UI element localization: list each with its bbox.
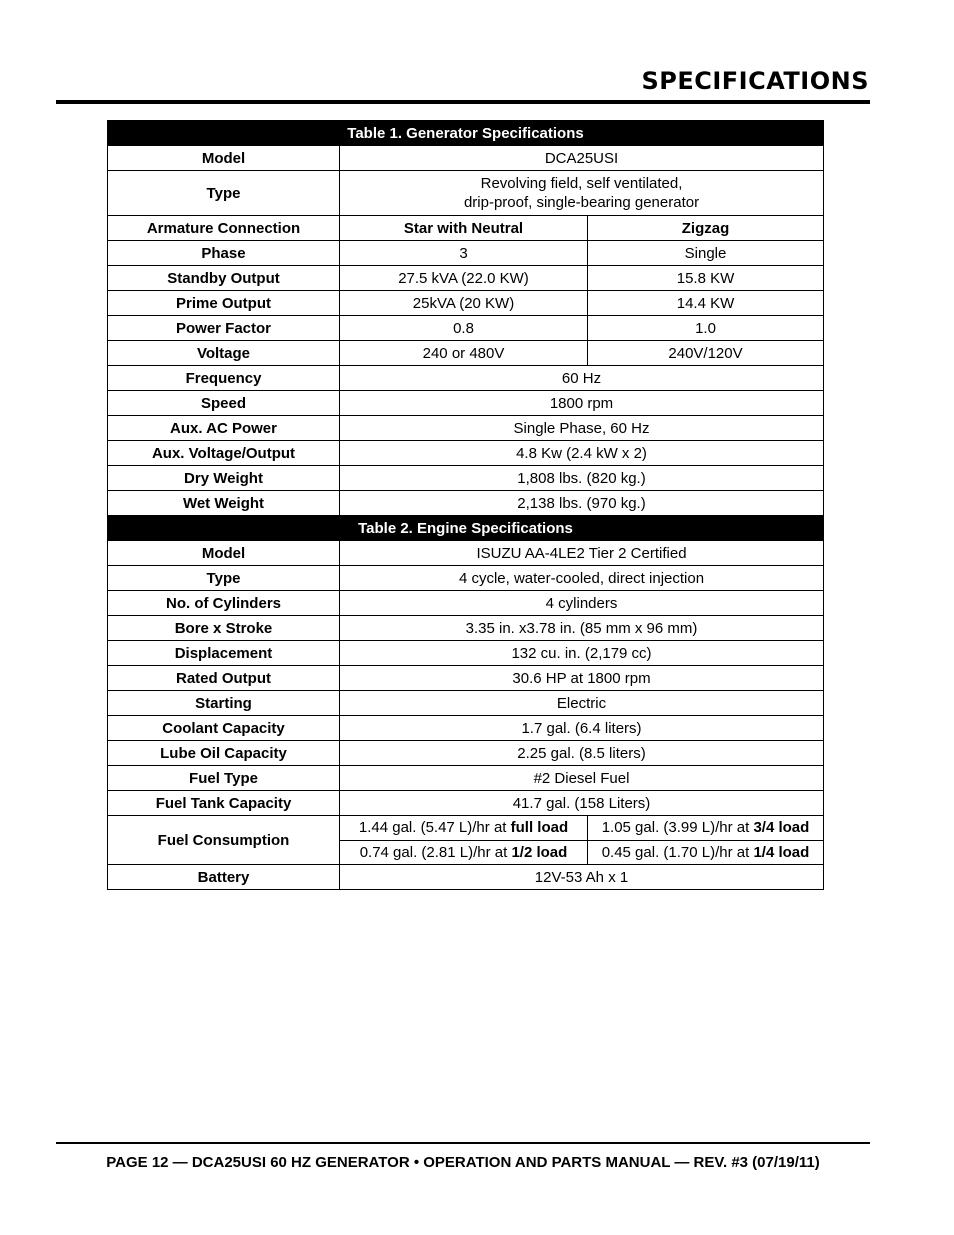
engine-table-caption-row [108, 516, 824, 541]
column-header-zigzag: Zigzag [588, 216, 824, 241]
column-header-star: Star with Neutral [340, 216, 588, 241]
table-row [108, 566, 824, 591]
table-row [108, 341, 824, 366]
row-value: 132 cu. in. (2,179 cc) [340, 641, 824, 666]
row-label: Model [108, 146, 340, 171]
row-value-zigzag: Single [588, 241, 824, 266]
specifications-table [107, 120, 824, 890]
table-row [108, 466, 824, 491]
row-label: Coolant Capacity [108, 716, 340, 741]
table-row [108, 766, 824, 791]
table-row [108, 641, 824, 666]
table-row [108, 691, 824, 716]
generator-table-caption-row [108, 121, 824, 146]
row-value-star: 25kVA (20 KW) [340, 291, 588, 316]
fuel-consumption-rate: 1.44 gal. (5.47 L)/hr at [358, 819, 511, 837]
row-value: 60 Hz [340, 366, 824, 391]
row-label: Displacement [108, 641, 340, 666]
row-value: DCA25USI [340, 146, 824, 171]
row-label: Speed [108, 391, 340, 416]
top-rule [56, 100, 870, 104]
row-value: 1800 rpm [340, 391, 824, 416]
fuel-consumption-rate: 0.45 gal. (1.70 L)/hr at [601, 843, 754, 861]
row-label: Power Factor [108, 316, 340, 341]
table-row [108, 241, 824, 266]
row-value: 2,138 lbs. (970 kg.) [340, 491, 824, 516]
row-label: Model [108, 541, 340, 566]
row-value: 4.8 Kw (2.4 kW x 2) [340, 441, 824, 466]
table-row [108, 491, 824, 516]
table-row [108, 441, 824, 466]
row-label: Aux. AC Power [108, 416, 340, 441]
row-label: Fuel Type [108, 766, 340, 791]
row-value: 4 cycle, water-cooled, direct injection [340, 566, 824, 591]
row-label: No. of Cylinders [108, 591, 340, 616]
row-label: Type [108, 171, 340, 216]
fuel-consumption-quarter-load [588, 840, 824, 865]
row-label: Battery [108, 865, 340, 890]
table-row [108, 316, 824, 341]
table-row [108, 716, 824, 741]
table-row [108, 216, 824, 241]
row-value: 2.25 gal. (8.5 liters) [340, 741, 824, 766]
table-row [108, 791, 824, 816]
table-row [108, 741, 824, 766]
row-label: Type [108, 566, 340, 591]
type-line-2: drip-proof, single-bearing generator [463, 194, 700, 211]
row-label: Wet Weight [108, 491, 340, 516]
table-row [108, 865, 824, 890]
table-row [108, 291, 824, 316]
load-level: 1/2 load [511, 843, 568, 861]
table-row [108, 541, 824, 566]
fuel-consumption-full-load [340, 816, 588, 841]
row-value: 12V-53 Ah x 1 [340, 865, 824, 890]
row-value-star: 0.8 [340, 316, 588, 341]
row-value-star: 27.5 kVA (22.0 KW) [340, 266, 588, 291]
row-value-zigzag: 15.8 KW [588, 266, 824, 291]
table-row [108, 591, 824, 616]
row-value: 4 cylinders [340, 591, 824, 616]
row-value: 1,808 lbs. (820 kg.) [340, 466, 824, 491]
row-value-zigzag: 1.0 [588, 316, 824, 341]
page-title: SPECIFICATIONS [641, 67, 869, 95]
row-label: Dry Weight [108, 466, 340, 491]
load-level: full load [510, 819, 569, 837]
load-level: 3/4 load [753, 819, 810, 837]
row-label: Armature Connection [108, 216, 340, 241]
row-label: Fuel Tank Capacity [108, 791, 340, 816]
row-label: Voltage [108, 341, 340, 366]
generator-table-caption: Table 1. Generator Specifications [108, 121, 824, 146]
engine-table-caption: Table 2. Engine Specifications [108, 516, 824, 541]
table-row [108, 171, 824, 216]
row-label: Lube Oil Capacity [108, 741, 340, 766]
row-value-zigzag: 14.4 KW [588, 291, 824, 316]
row-value: Electric [340, 691, 824, 716]
table-row [108, 816, 824, 841]
fuel-consumption-three-quarter-load [588, 816, 824, 841]
row-label: Phase [108, 241, 340, 266]
row-value-star: 3 [340, 241, 588, 266]
row-value [340, 171, 824, 216]
row-value: Single Phase, 60 Hz [340, 416, 824, 441]
page-footer: PAGE 12 — DCA25USI 60 HZ GENERATOR • OPERATION AND PARTS MANUAL — REV. #3 (07/19/11) [106, 1154, 820, 1171]
fuel-consumption-rate: 0.74 gal. (2.81 L)/hr at [359, 843, 512, 861]
row-value: 30.6 HP at 1800 rpm [340, 666, 824, 691]
row-label: Standby Output [108, 266, 340, 291]
row-value: ISUZU AA-4LE2 Tier 2 Certified [340, 541, 824, 566]
load-level: 1/4 load [753, 843, 810, 861]
row-label: Aux. Voltage/Output [108, 441, 340, 466]
row-label: Prime Output [108, 291, 340, 316]
table-row [108, 266, 824, 291]
table-row [108, 416, 824, 441]
row-value: 41.7 gal. (158 Liters) [340, 791, 824, 816]
table-row [108, 616, 824, 641]
type-line-1: Revolving field, self ventilated, [480, 175, 683, 192]
fuel-consumption-half-load [340, 840, 588, 865]
table-row [108, 666, 824, 691]
row-value: 1.7 gal. (6.4 liters) [340, 716, 824, 741]
row-value: 3.35 in. x3.78 in. (85 mm x 96 mm) [340, 616, 824, 641]
fuel-consumption-rate: 1.05 gal. (3.99 L)/hr at [601, 819, 754, 837]
row-label: Frequency [108, 366, 340, 391]
table-row [108, 366, 824, 391]
row-value-zigzag: 240V/120V [588, 341, 824, 366]
row-value: #2 Diesel Fuel [340, 766, 824, 791]
row-label: Rated Output [108, 666, 340, 691]
row-label: Fuel Consumption [108, 816, 340, 865]
table-row [108, 146, 824, 171]
table-row [108, 391, 824, 416]
row-label: Starting [108, 691, 340, 716]
row-value-star: 240 or 480V [340, 341, 588, 366]
row-label: Bore x Stroke [108, 616, 340, 641]
bottom-rule [56, 1142, 870, 1144]
